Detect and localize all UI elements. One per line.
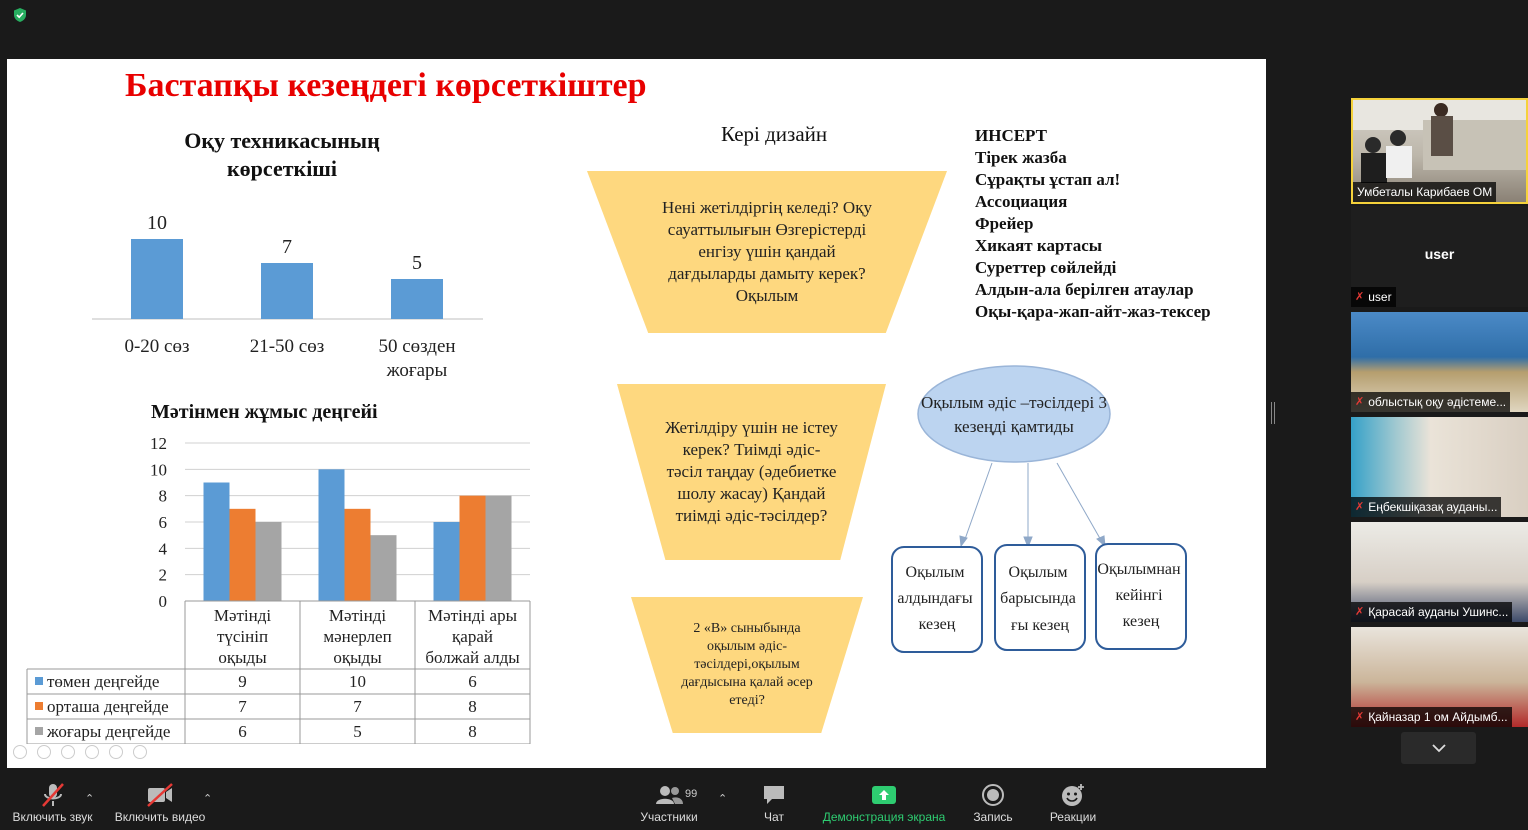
chart2-category-label: қарай: [452, 627, 493, 646]
unmute-label: Включить звук: [12, 810, 93, 824]
chart1-title-line1: Оқу техникасының: [184, 128, 380, 153]
chart2-y-tick-label: 0: [158, 592, 167, 611]
chart1-category-label: 0-20 сөз: [124, 336, 190, 357]
funnel-step-2-text: Жетілдіру үшін не істеу керек? Тиімді әдіс-тәсіл таңдау (әдебиетке шолу жасау) Қандай тиімді әдіс-тәсілдер?: [665, 418, 838, 525]
chart2-series-label: орташа деңгейде: [47, 697, 169, 716]
diagram-center-ellipse: [918, 366, 1110, 462]
participants-label: Участники: [640, 810, 698, 824]
method-item: Фрейер: [975, 214, 1034, 233]
chart2-table-value: 8: [468, 722, 477, 741]
chart1-category-label: 50 сөзден: [378, 336, 456, 357]
mic-muted-icon: [39, 782, 67, 808]
chart2-y-tick-label: 10: [150, 460, 167, 480]
chart2-bar: [319, 469, 345, 601]
chart2-bar: [230, 509, 256, 601]
funnel-step-3-text: 2 «В» сыныбында оқылым әдіс-тәсілдері,оқылым дағдысына қалай әсер етеді?: [681, 621, 813, 708]
share-screen-button[interactable]: [820, 782, 948, 824]
chart2-y-tick-label: 2: [158, 565, 167, 585]
participant-name: Қарасай ауданы Ушинс...: [1368, 605, 1509, 619]
stage-box-1-line3: кезең: [918, 616, 956, 633]
stage-box-1-line2: алдындағы: [897, 590, 973, 607]
chart1-title-line2: көрсеткіші: [227, 156, 337, 181]
prev-slide-icon[interactable]: [13, 745, 27, 759]
stage-box-1-line1: Оқылым: [905, 564, 965, 581]
participant-name: облыстық оқу әдістеме...: [1368, 395, 1507, 409]
gallery-scroll-down-button[interactable]: [1401, 732, 1476, 764]
mic-muted-icon: ✗: [1355, 396, 1365, 408]
backward-design-title: Кері дизайн: [721, 122, 828, 146]
stage-box-3-line1: Оқылымнан: [1097, 561, 1181, 578]
record-icon: [980, 782, 1006, 808]
start-video-label: Включить видео: [114, 810, 206, 824]
funnel-step-2: [617, 384, 886, 560]
participant-label: [1351, 287, 1396, 307]
participant-label: [1351, 392, 1510, 412]
participant-label: [1351, 707, 1512, 727]
share-screen-label: Демонстрация экрана: [822, 810, 946, 824]
chart1-bar: [131, 239, 183, 319]
panel-resize-handle[interactable]: [1271, 402, 1275, 424]
chart2-table-value: 6: [238, 722, 247, 741]
diagram-center-line1: Оқылым әдіс –тәсілдері 3: [921, 393, 1107, 412]
chart1-data-label: 10: [147, 212, 167, 234]
chart1-category-label: жоғары: [386, 360, 448, 381]
chart2-category-label: Мәтінді: [328, 606, 387, 625]
participant-name: user: [1368, 290, 1392, 304]
stage-box-3-line2: кейінгі: [1115, 587, 1163, 604]
method-item: Сұрақты ұстап ал!: [975, 170, 1121, 189]
text-work-level-chart: [7, 424, 547, 744]
chart2-table-value: 7: [353, 697, 362, 716]
method-item: Алдын-ала берілген атаулар: [975, 280, 1194, 299]
reactions-label: Реакции: [1049, 810, 1097, 824]
record-button[interactable]: [970, 782, 1016, 824]
slide-nav-controls[interactable]: [13, 745, 147, 759]
mic-muted-icon: ✗: [1355, 501, 1365, 513]
participants-count: 99: [685, 788, 698, 800]
record-label: Запись: [973, 810, 1013, 824]
video-options-caret[interactable]: ⌃: [203, 793, 213, 805]
method-item: Ассоциация: [975, 192, 1068, 211]
chart2-bar: [371, 535, 397, 601]
method-item: Суреттер сөйлейді: [975, 258, 1117, 277]
funnel-step-1: [587, 171, 947, 333]
security-shield-icon[interactable]: [12, 7, 28, 23]
funnel-step-3: [631, 597, 863, 733]
meeting-toolbar: [0, 772, 1528, 830]
chart2-category-label: Мәтінді ары: [427, 606, 518, 625]
next-slide-icon[interactable]: [37, 745, 51, 759]
chart2-table-value: 6: [468, 672, 477, 691]
chart2-bar: [256, 522, 282, 601]
chart2-table-value: 7: [238, 697, 247, 716]
chart2-category-label: түсініп: [216, 627, 269, 646]
chart1-bar: [261, 263, 313, 319]
chart2-y-tick-label: 4: [158, 539, 167, 559]
chart2-bar: [434, 522, 460, 601]
mic-muted-icon: ✗: [1355, 606, 1365, 618]
shared-slide: [7, 59, 1266, 768]
methods-diagram: [887, 362, 1207, 662]
chevron-down-icon: [1432, 743, 1446, 753]
chart1-category-label: 21-50 сөз: [249, 336, 325, 357]
unmute-button[interactable]: [10, 782, 95, 824]
participant-avatar-name: user: [1424, 246, 1455, 262]
slide-title: Бастапқы кезеңдегі көрсеткіштер: [125, 67, 647, 104]
method-item: Оқы-қара-жап-айт-жаз-тексер: [975, 302, 1211, 321]
slides-grid-icon[interactable]: [85, 745, 99, 759]
audio-options-caret[interactable]: ⌃: [85, 793, 95, 805]
participant-label: [1351, 602, 1512, 622]
chart1-bar: [391, 279, 443, 319]
chart1-title: [147, 127, 417, 183]
funnel-step-1-text: Нені жетілдіргің келеді? Оқу сауаттылығын Өзгерістерді енгізу үшін қандай дағдыларды дамыту керек? Оқылым: [662, 198, 872, 305]
zoom-icon[interactable]: [109, 745, 123, 759]
participant-tile[interactable]: [1351, 417, 1528, 517]
chart2-bar: [204, 483, 230, 602]
chat-label: Чат: [764, 810, 784, 824]
participant-label: [1351, 497, 1501, 517]
stage-box-2-line3: ғы кезең: [1011, 617, 1069, 634]
chart2-title: Мәтінмен жұмыс деңгейі: [151, 401, 378, 423]
svg-text:Оқылым барысында ғ: [1000, 564, 1080, 634]
diagram-arrow-3: [1057, 463, 1102, 542]
mic-muted-icon: ✗: [1355, 711, 1365, 723]
method-item: ИНСЕРТ: [975, 126, 1047, 145]
more-options-icon[interactable]: [133, 745, 147, 759]
pen-icon[interactable]: [61, 745, 75, 759]
chat-button[interactable]: [756, 782, 792, 824]
chart2-category-label: болжай алды: [425, 648, 520, 667]
chart2-table-value: 5: [353, 722, 362, 741]
participant-name: Умбеталы Карибаев ОМ: [1353, 182, 1496, 202]
chart2-category-label: Мәтінді: [213, 606, 272, 625]
stage-box-3-line3: кезең: [1122, 613, 1160, 630]
start-video-button[interactable]: [112, 782, 208, 824]
chart2-table-value: 8: [468, 697, 477, 716]
stage-box-2-line2: барысында: [1000, 590, 1076, 607]
participant-name: Еңбекшіқазақ ауданы...: [1368, 500, 1498, 514]
method-item: Тірек жазба: [975, 148, 1067, 167]
method-item: Хикаят картасы: [975, 236, 1103, 255]
chart2-category-label: мәнерлеп: [323, 627, 392, 646]
share-screen-icon: [870, 782, 898, 808]
reactions-icon: [1059, 782, 1087, 808]
video-off-icon: [145, 782, 175, 808]
participants-caret[interactable]: ⌃: [718, 793, 728, 805]
participants-icon: [654, 782, 684, 808]
participant-tile[interactable]: [1351, 627, 1528, 727]
chart2-y-tick-label: 12: [150, 434, 167, 453]
chart2-series-label: төмен деңгейде: [47, 672, 160, 691]
chart2-legend-swatch: [35, 727, 43, 735]
reactions-button[interactable]: [1046, 782, 1100, 824]
chart2-bar: [486, 496, 512, 601]
diagram-arrow-1: [964, 463, 992, 542]
participant-tile[interactable]: [1351, 206, 1528, 307]
chat-icon: [761, 782, 787, 808]
participant-tile[interactable]: [1351, 522, 1528, 622]
participant-tile[interactable]: [1351, 312, 1528, 412]
participant-tile[interactable]: [1351, 98, 1528, 204]
chart2-legend-swatch: [35, 677, 43, 685]
diagram-center-line2: кезеңді қамтиды: [954, 417, 1074, 436]
chart2-table-value: 10: [349, 672, 366, 691]
methods-list: [975, 125, 1211, 323]
chart2-y-tick-label: 8: [158, 486, 167, 506]
chart2-legend-swatch: [35, 702, 43, 710]
chart2-y-tick-label: 6: [158, 513, 167, 532]
reading-technique-chart: [77, 199, 497, 389]
chart1-data-label: 5: [412, 252, 422, 274]
chart2-bar: [345, 509, 371, 601]
participant-name: Қайназар 1 ом Айдымб...: [1368, 710, 1508, 724]
chart2-table-value: 9: [238, 672, 247, 691]
chart1-data-label: 7: [282, 236, 292, 258]
mic-muted-icon: ✗: [1355, 291, 1365, 303]
chart2-bar: [460, 496, 486, 601]
chart2-category-label: оқыды: [218, 648, 267, 667]
chart2-series-label: жоғары деңгейде: [47, 722, 171, 741]
chart2-category-label: оқыды: [333, 648, 382, 667]
stage-box-2-line1: Оқылым: [1008, 564, 1068, 581]
